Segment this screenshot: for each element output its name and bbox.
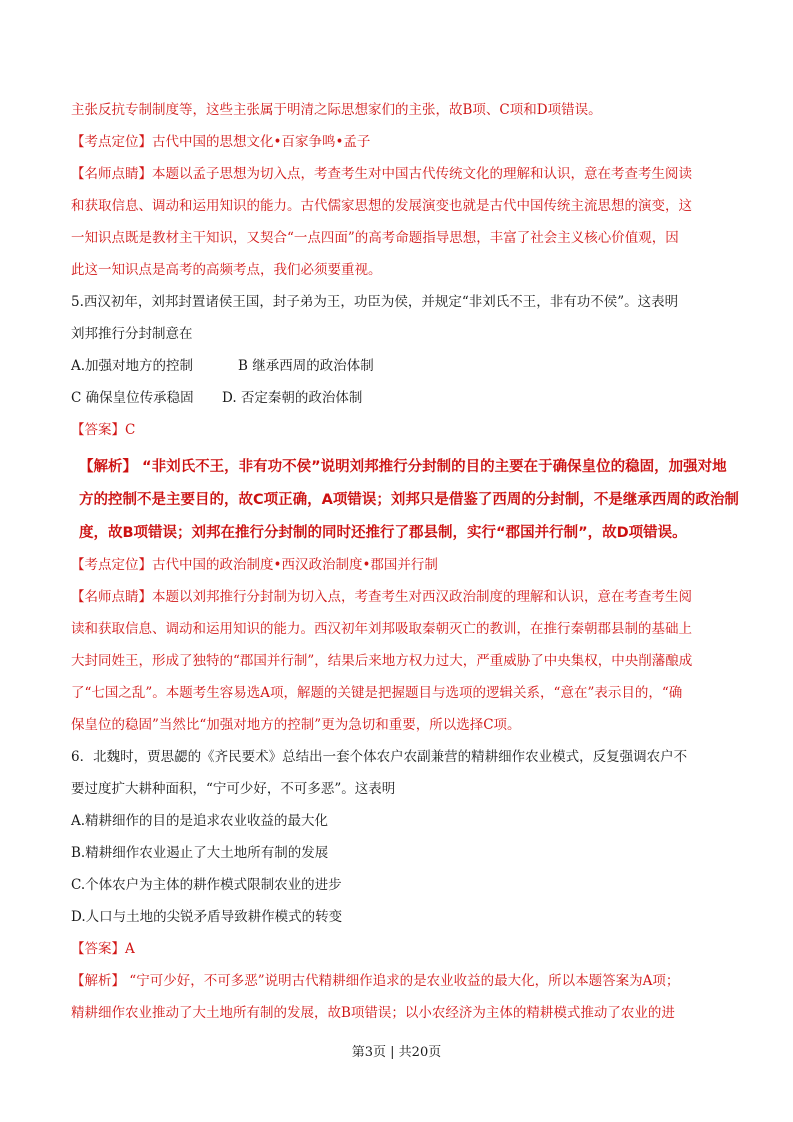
q5-mingshi-line-5: 保皇位的稳固”当然比“加强对地方的控制”更为急切和重要，所以选择C项。 [71,717,521,733]
q5-analysis-line-1: 【解析】 “非刘氏不王，非有功不侯”说明刘邦推行分封制的目的主要在于确保皇位的稳固，加强对地 [79,459,727,475]
q5-analysis-line-2: 方的控制不是主要目的，故C项正确，A项错误；刘邦只是借鉴了西周的分封制，不是继承西周的政治制 [79,492,739,508]
q5-option-b: B 继承西周的政治体制 [238,358,374,374]
q6-stem-line-1: 6．北魏时，贾思勰的《齐民要术》总结出一套个体农户农副兼营的精耕细作农业模式，反复强调农户不 [71,749,688,765]
q6-option-d: D.人口与土地的尖锐矛盾导致耕作模式的转变 [71,909,343,925]
q4-mingshi-line-2: 和获取信息、调动和运用知识的能力。古代儒家思想的发展演变也就是古代中国传统主流思想的演变，这 [71,198,692,214]
q5-kaodian: 【考点定位】古代中国的政治制度•西汉政治制度•郡国并行制 [71,557,438,573]
q4-kaodian: 【考点定位】古代中国的思想文化•百家争鸣•孟子 [71,134,371,150]
q6-answer: 【答案】A [71,941,135,957]
q5-option-d: D. 否定秦朝的政治体制 [222,390,363,406]
q4-analysis-tail: 主张反抗专制制度等，这些主张属于明清之际思想家们的主张，故B项、C项和D项错误。 [71,102,602,118]
q5-mingshi-line-4: 了“七国之乱”。本题考生容易选A项，解题的关键是把握题目与选项的逻辑关系，“意在”表示目的，“确 [71,685,683,701]
page-footer: 第3页 | 共20页 [351,1045,442,1060]
q5-mingshi-line-3: 大封同姓王，形成了独特的“郡国并行制”，结果后来地方权力过大，严重威胁了中央集权，中央削藩酿成 [71,653,693,669]
q6-option-a: A.精耕细作的目的是追求农业收益的最大化 [71,813,329,829]
q5-mingshi-line-2: 读和获取信息、调动和运用知识的能力。西汉初年刘邦吸取秦朝灭亡的教训，在推行秦朝郡县制的基础上 [71,621,692,637]
q4-mingshi-line-1: 【名师点睛】本题以孟子思想为切入点，考查考生对中国古代传统文化的理解和认识，意在考查考生阅读 [71,166,692,182]
q6-analysis-line-1: 【解析】 “宁可少好，不可多恶”说明古代精耕细作追求的是农业收益的最大化，所以本题答案为A项； [71,973,680,989]
q5-analysis-line-3: 度，故B项错误；刘邦在推行分封制的同时还推行了郡县制，实行“郡国并行制”，故D项错误。 [79,525,687,541]
q5-mingshi-line-1: 【名师点睛】本题以刘邦推行分封制为切入点，考查考生对西汉政治制度的理解和认识，意在考查考生阅 [71,589,692,605]
q4-mingshi-line-3: 一知识点既是教材主干知识，又契合“一点四面”的高考命题指导思想，丰富了社会主义核心价值观，因 [71,230,679,246]
q5-answer: 【答案】C [71,422,136,438]
q6-stem-line-2: 要过度扩大耕种面积，“宁可少好，不可多恶”。这表明 [71,781,396,797]
q6-analysis-line-2: 精耕细作农业推动了大土地所有制的发展，故B项错误；以小农经济为主体的精耕模式推动了农业的进 [71,1005,675,1021]
q6-option-b: B.精耕细作农业遏止了大土地所有制的发展 [71,845,329,861]
q5-option-a: A.加强对地方的控制 [71,358,194,374]
q6-option-c: C.个体农户为主体的耕作模式限制农业的进步 [71,877,342,893]
q5-stem-line-2: 刘邦推行分封制意在 [71,326,193,342]
q5-stem-line-1: 5.西汉初年，刘邦封置诸侯王国，封子弟为王，功臣为侯，并规定“非刘氏不王，非有功不侯”。这表明 [71,294,679,310]
q5-option-c: C 确保皇位传承稳固 [71,390,194,406]
q4-mingshi-line-4: 此这一知识点是高考的高频考点，我们必须要重视。 [71,262,382,278]
